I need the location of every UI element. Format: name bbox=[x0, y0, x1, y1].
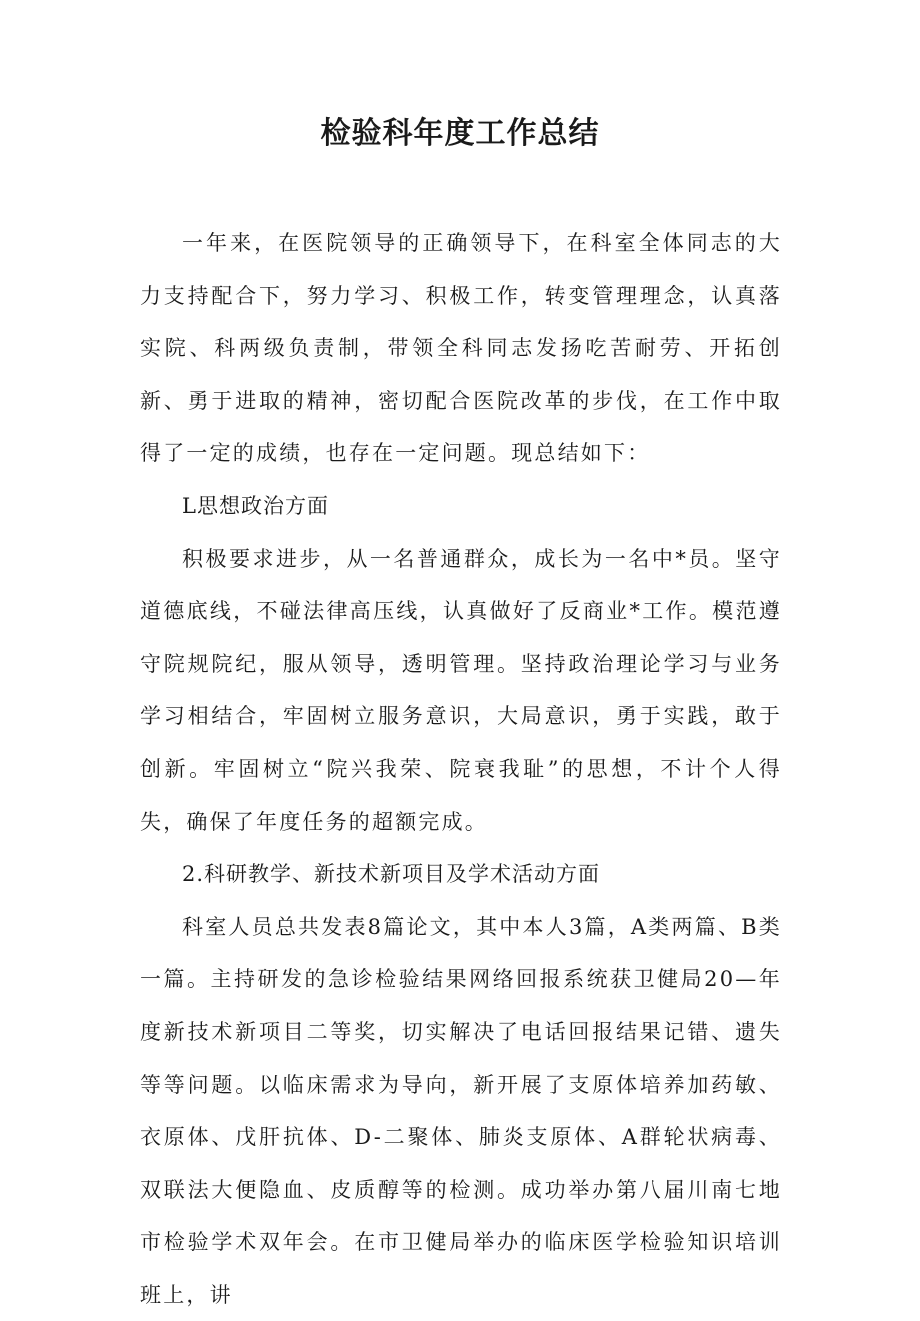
document-title: 检验科年度工作总结 bbox=[320, 116, 600, 151]
section-heading-research: 2.科研教学、新技术新项目及学术活动方面 bbox=[182, 862, 601, 887]
research-paragraph: 科室人员总共发表8篇论文，其中本人3篇，A类两篇、B类一篇。主持研发的急诊检验结果网络回报系统获卫健局20—年度新技术新项目二等奖，切实解决了电话回报结果记错、遗失等等问题。以临床需求为导向，新开展了支原体培养加药敏、衣原体、戊肝抗体、D-二聚体、肺炎支原体、A群轮状病毒、双联法大便隐血、皮质醇等的检测。成功举办第八届川南七地市检验学术双年会。在市卫健局举办的临床医学检验知识培训班上，讲 bbox=[140, 914, 782, 1307]
document-body bbox=[140, 217, 782, 1321]
intro-paragraph: 一年来，在医院领导的正确领导下，在科室全体同志的大力支持配合下，努力学习、积极工作，转变管理理念，认真落实院、科两级负责制，带领全科同志发扬吃苦耐劳、开拓创新、勇于进取的精神，密切配合医院改革的步伐，在工作中取得了一定的成绩，也存在一定问题。现总结如下： bbox=[140, 231, 782, 466]
section-heading-political: L思想政治方面 bbox=[182, 493, 329, 518]
political-paragraph: 积极要求进步，从一名普通群众，成长为一名中*员。坚守道德底线，不碰法律高压线，认真做好了反商业*工作。模范遵守院规院纪，服从领导，透明管理。坚持政治理论学习与业务学习相结合，牢固树立服务意识，大局意识，勇于实践，敢于创新。牢固树立“院兴我荣、院衰我耻”的思想，不计个人得失，确保了年度任务的超额完成。 bbox=[140, 546, 782, 834]
